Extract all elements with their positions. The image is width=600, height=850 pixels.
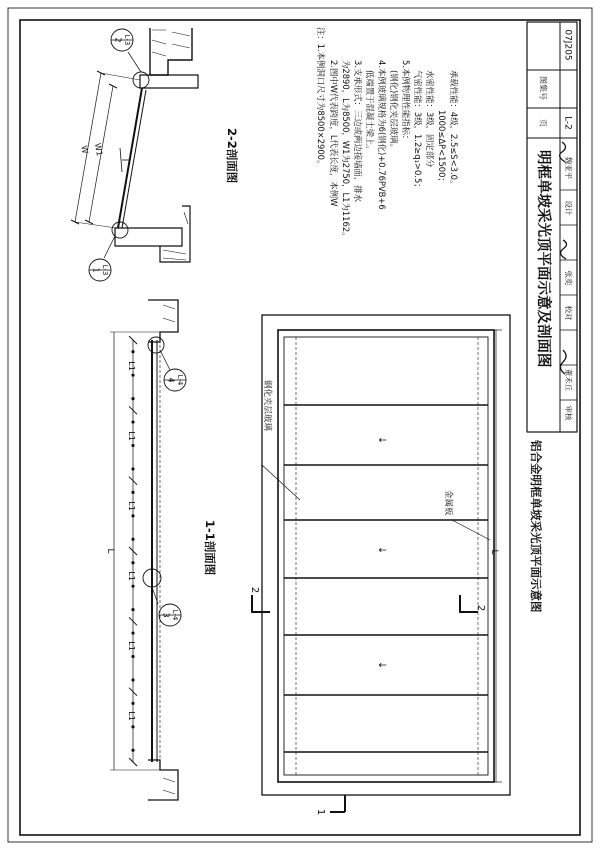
support-dot xyxy=(131,491,134,494)
note-line: (钢化)钢化夹层玻璃。 xyxy=(389,70,399,152)
note-line: 低端置于混凝土梁上。 xyxy=(365,70,375,154)
support-dot xyxy=(131,467,134,470)
span-label: L1 xyxy=(127,361,136,371)
plan-arrow: ↓ xyxy=(376,545,387,555)
section-2-2-caption: 2-2剖面图 xyxy=(225,128,239,184)
page-number: L-2 xyxy=(562,116,573,130)
support-dot xyxy=(131,444,134,447)
span-label: L1 xyxy=(127,501,136,511)
span-label: L1 xyxy=(127,431,136,441)
outer-border xyxy=(8,8,592,842)
atlas-number: 07J205 xyxy=(562,29,573,61)
callout-top-num: 2 xyxy=(113,37,123,43)
glass-label: 钢化夹层玻璃 xyxy=(262,380,272,432)
support-dot xyxy=(131,374,134,377)
note-line: 4.本例玻璃规格为6(钢化)+0.76PVB+6 xyxy=(377,60,387,210)
note-line: 1000≤ΔP<1500； xyxy=(437,110,447,186)
support-dot xyxy=(131,397,134,400)
note-line: 气密性能：3级，1.2≥q₁>0.5； xyxy=(413,70,423,192)
span-label: L1 xyxy=(127,711,136,721)
plan-arrow: ↓ xyxy=(376,660,387,670)
dim-l-section: L xyxy=(105,548,115,554)
span-label: L1 xyxy=(127,641,136,651)
callout-bottom-ref: L-3 xyxy=(101,264,109,276)
support-dot xyxy=(131,420,134,423)
section-1-1-caption: 1-1剖面图 xyxy=(203,520,217,576)
callout-bottom-num: 1 xyxy=(91,267,101,273)
callout-top-ref: L-3 xyxy=(123,34,131,46)
support-dot xyxy=(131,702,134,705)
callout-a-ref: L-4 xyxy=(176,374,184,386)
page-label: 页 xyxy=(538,119,548,127)
plan-view xyxy=(252,315,510,812)
reviewer-name: 董禾丘 xyxy=(564,368,573,392)
section-cut-2-top: 2 xyxy=(249,586,260,594)
support-dot xyxy=(131,608,134,611)
support-dot xyxy=(131,585,134,588)
note-line: 2.图中W代表跨度，L代表长度，本例W xyxy=(329,60,339,207)
note-line: 为2890，L为8500，W1为2750，L1为1162。 xyxy=(341,60,351,241)
designer-name: 魏亚平 xyxy=(564,156,573,180)
support-dot xyxy=(131,631,134,634)
plan-caption: 铝合金明框单坡采光顶平面示意图 xyxy=(529,440,543,613)
note-line: 承载性能：4级，2.5≤S<3.0。 xyxy=(449,70,459,189)
dim-w1: W1 xyxy=(92,142,105,157)
section-1-1 xyxy=(110,300,186,800)
support-dot xyxy=(131,749,134,752)
note-line: 水密性能：3级，固定部分 xyxy=(425,70,435,168)
reviewer-label: 审核 xyxy=(564,405,573,421)
callout-b-num: 3 xyxy=(161,612,171,618)
checker-name: 张奕 xyxy=(564,270,573,286)
section-cut-1: 1 xyxy=(315,808,326,816)
drawing-title: 明框单坡采光顶平面示意及剖面图 xyxy=(535,150,551,368)
section-2-2 xyxy=(71,28,198,281)
note-line: 5.本例物理性能指标： xyxy=(401,60,411,144)
checker-label: 校对 xyxy=(564,305,573,321)
dim-l-plan: L xyxy=(489,549,499,555)
dim-w: W xyxy=(79,144,90,155)
support-dot xyxy=(131,514,134,517)
support-dot xyxy=(131,350,134,353)
section-cut-2-bottom: 2 xyxy=(475,604,486,612)
note-line: 注：1.本例洞口尺寸为8500×2900。 xyxy=(316,27,326,169)
callout-a-num: 4 xyxy=(166,377,176,383)
note-line: 3.支承形式：三边或两边接墙面，排水 xyxy=(353,60,363,202)
support-dot xyxy=(131,678,134,681)
support-dot xyxy=(131,655,134,658)
plan-arrow: ↓ xyxy=(376,435,387,445)
checker-signature xyxy=(561,240,567,259)
callout-b-ref: L-4 xyxy=(171,609,179,621)
metal-plate-label: 金属板 xyxy=(443,490,453,516)
span-label: L1 xyxy=(127,571,136,581)
support-dot xyxy=(131,538,134,541)
notes-block xyxy=(316,27,459,241)
support-dot xyxy=(131,725,134,728)
atlas-label: 图集号 xyxy=(538,76,548,100)
support-dot xyxy=(131,561,134,564)
designer-label: 设计 xyxy=(564,200,573,216)
